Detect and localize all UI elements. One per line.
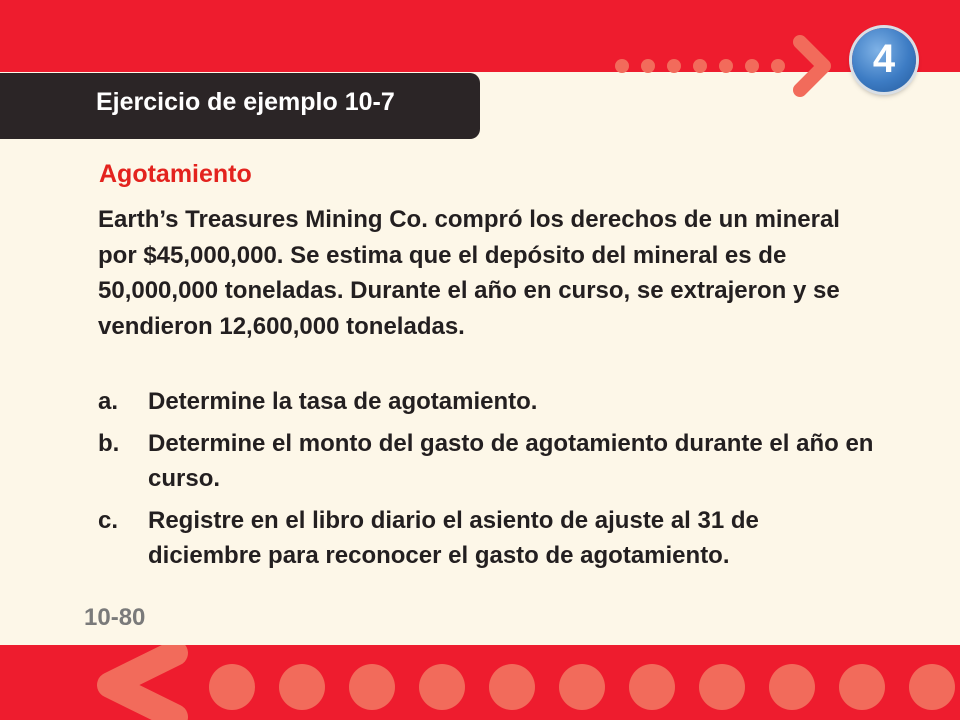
task-item-b	[98, 426, 878, 497]
step-number-badge	[852, 28, 916, 92]
task-text: Determine el monto del gasto de agotamiento durante el año en curso.	[148, 429, 874, 492]
bottom-red-band	[0, 645, 960, 720]
task-marker: b.	[98, 429, 120, 457]
title-tab	[0, 73, 480, 139]
step-number: 4	[872, 37, 896, 81]
slide-subtitle: Agotamiento	[99, 160, 252, 188]
task-item-c	[98, 503, 878, 574]
slide-title: Ejercicio de ejemplo 10-7	[96, 88, 395, 116]
dots-arrow-decoration-top	[600, 30, 860, 100]
task-text: Registre en el libro diario el asiento de ajuste al 31 de diciembre para reconocer el gasto de agotamiento.	[148, 506, 759, 569]
task-list	[98, 384, 878, 574]
page-number: 10-80	[84, 604, 146, 631]
task-text: Determine la tasa de agotamiento.	[148, 388, 538, 415]
task-item-a	[98, 384, 878, 420]
dots-arrow-decoration-bottom	[0, 645, 960, 720]
task-marker: c.	[98, 506, 119, 534]
problem-statement: Earth’s Treasures Mining Co. compró los derechos de un mineral por $45,000,000. Se estima que el depósito del mineral es de 50,000,000 toneladas. Durante el año en curso, se extrajeron y se vendieron 12,600,000 toneladas.	[98, 206, 840, 340]
task-marker: a.	[98, 388, 119, 415]
